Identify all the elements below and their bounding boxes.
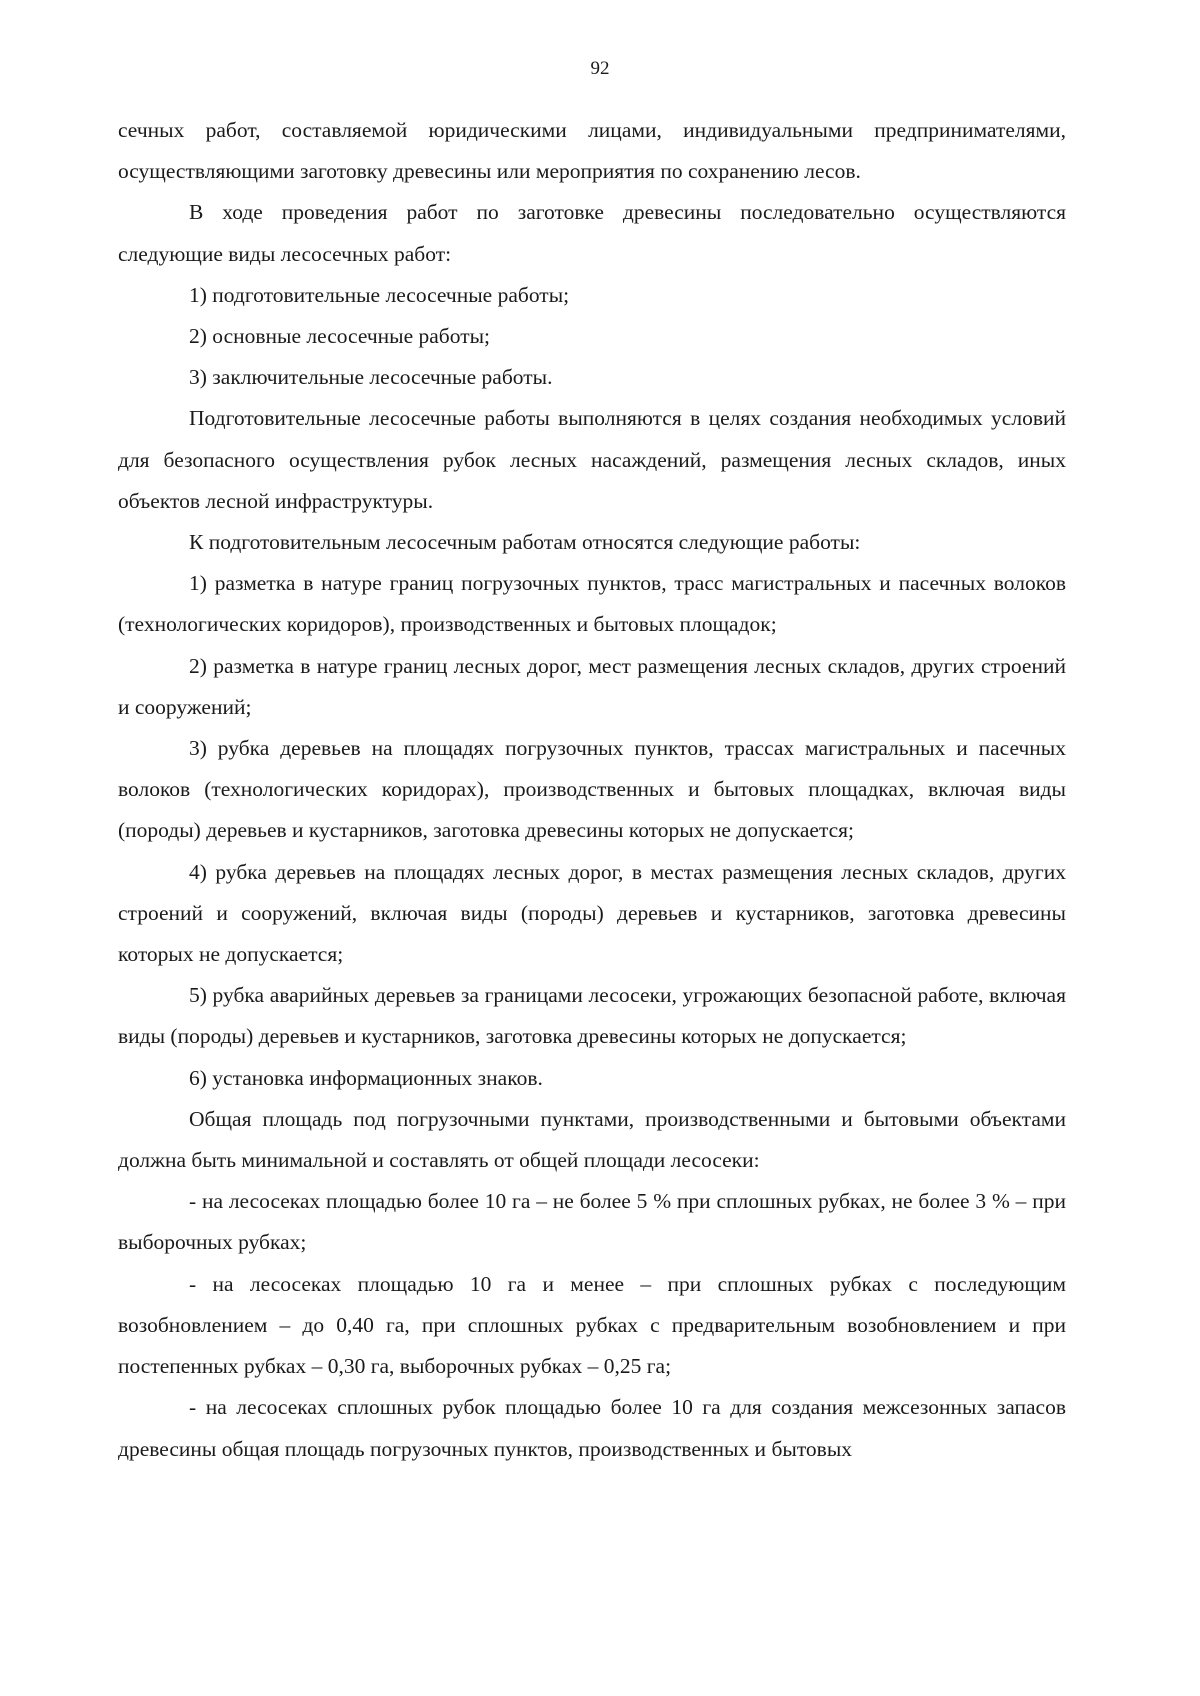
list-item-final-works: 3) заключительные лесосечные работы. [189, 365, 553, 390]
list-item-felling-road-areas: 4) рубка деревьев на площадях лесных дорог, в местах размещения лесных складов, других строений и сооружений, включая виды (породы) деревьев и кустарников, заготовка древесины которых не допускается; [118, 859, 1066, 967]
paragraph-preparatory-purpose: Подготовительные лесосечные работы выполняются в целях создания необходимых условий для безопасного осуществления рубок лесных насаждений, размещения лесных складов, иных объектов лесной инфраструктуры. [118, 406, 1066, 513]
list-item-preparatory-works: 1) подготовительные лесосечные работы; [189, 282, 570, 307]
paragraph-preparatory-list-intro: К подготовительным лесосечным работам относятся следующие работы: [189, 530, 861, 555]
list-item-felling-loading-areas: 3) рубка деревьев на площадях погрузочных пунктов, трассах магистральных и пасечных волоков (технологических коридорах), производственных и бытовых площадках, включая виды (породы) деревьев и кустарников, заготовка древесины которых не допускается; [118, 736, 1066, 843]
paragraph-total-area: Общая площадь под погрузочными пунктами, производственными и бытовыми объектами должна быть минимальной и составлять от общей площади лесосеки: [118, 1106, 1066, 1173]
list-item-felling-hazard-trees: 5) рубка аварийных деревьев за границами лесосеки, угрожающих безопасной работе, включая виды (породы) деревьев и кустарников, заготовка древесины которых не допускается; [118, 983, 1066, 1049]
page-number: 92 [590, 58, 610, 79]
list-item-seasonal-reserves: - на лесосеках сплошных рубок площадью более 10 га для создания межсезонных запасов древесины общая площадь погрузочных пунктов, производственных и бытовых [118, 1395, 1066, 1461]
paragraph-continuation: сечных работ, составляемой юридическими лицами, индивидуальными предпринимателями, осуществляющими заготовку древесины или мероприятия по сохранению лесов. [118, 118, 1066, 184]
list-item-main-works: 2) основные лесосечные работы; [189, 324, 491, 349]
list-item-area-10ha-or-less: - на лесосеках площадью 10 га и менее – при сплошных рубках с последующим возобновлением – до 0,40 га, при сплошных рубках с предварительным возобновлением и при постепенных рубках – 0,30 га, выборочных рубках – 0,25 га; [118, 1271, 1066, 1379]
list-item-marking-loading-points: 1) разметка в натуре границ погрузочных пунктов, трасс магистральных и пасечных волоков (технологических коридоров), производственных и бытовых площадок; [118, 571, 1066, 637]
list-item-area-over-10ha: - на лесосеках площадью более 10 га – не более 5 % при сплошных рубках, не более 3 % – при выборочных рубках; [118, 1189, 1066, 1255]
body-text [118, 110, 1066, 1470]
list-item-info-signs: 6) установка информационных знаков. [189, 1065, 543, 1090]
paragraph-intro-work-types: В ходе проведения работ по заготовке древесины последовательно осуществляются следующие виды лесосечных работ: [118, 200, 1066, 266]
list-item-marking-forest-roads: 2) разметка в натуре границ лесных дорог, мест размещения лесных складов, других строений и сооружений; [118, 653, 1066, 719]
